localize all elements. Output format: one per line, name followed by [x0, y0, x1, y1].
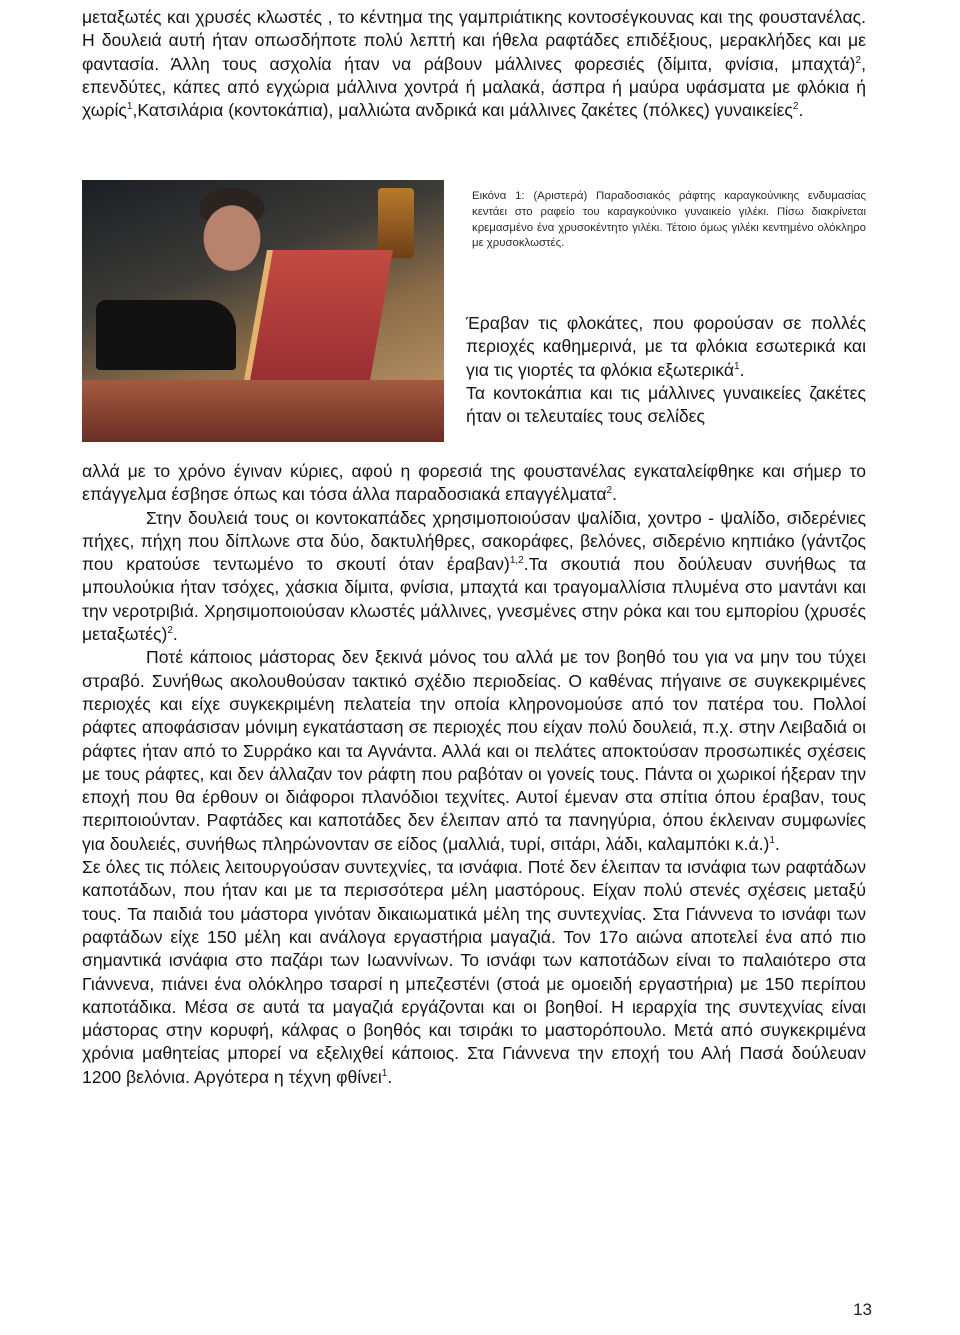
- body-text-p5: Σε όλες τις πόλεις λειτουργούσαν συντεχνίες, τα ισνάφια. Ποτέ δεν έλειπαν τα ισνάφια των ραφτάδων καποτάδων, που ήταν και με τα περισσότερα μέλη μαστόρους. Είχαν πολύ στενές σχέσεις μεταξύ τους. Τα παιδιά του μάστορα γινόταν δικαιωματικά μέλη της συντεχνίας. Στα Γιάννενα το ισνάφι των ραφτάδων είχε 150 μέλη και ανάλογα εργαστήρια μαγαζιά. Τον 17ο αιώνα αποτελεί ένα από πιο σημαντικά ισνάφια στο παζάρι των Ιωαννίνων. Το ισνάφι των καποτάδων είναι το παλαιότερο στα Γιάννενα, πιάνει ένα ολόκληρο τσαρσί η μπεζεστένι (στοά με ομοειδή εργαστήρια) με 150 περίπου καποτάδικα. Μέσα σε αυτά τα μαγαζιά εργάζονται και οι βοηθοί. Η ιεραρχία της συντεχνίας είναι μάστορας στην κορυφή, κάλφας ο βοηθός και τσιράκι το μαστορόπουλο. Μετά από συγκεκριμένα χρόνια μαθητείας μπορεί να εξελιχθεί κάποιος. Στα Γιάννενα την εποχή του Αλή Πασά δούλευαν 1200 βελόνια. Αργότερα η τέχνη φθίνει: [82, 857, 866, 1087]
- footnote-ref: 1: [734, 360, 740, 372]
- body-text-p3-end: .: [172, 624, 178, 645]
- footnote-ref: 1,2: [509, 555, 524, 567]
- figure-caption: Εικόνα 1: (Αριστερά) Παραδοσιακός ράφτης καραγκούνικης ενδυμασίας κεντάει στο ραφείο του καραγκούνικο γυναικείο γιλέκι. Πίσω διακρίνεται κρεμασμένο ένα χρυσοκέντητο γιλέκι. Τέτοιο όμως γιλέκι κεντημένο ολόκληρο με χρυσοκλωστές.: [472, 190, 866, 250]
- footnote-ref: 2: [606, 485, 613, 497]
- body-text-p4: Ποτέ κάποιος μάστορας δεν ξεκινά μόνος του αλλά με τον βοηθό του για να μην του τύχει στραβό. Συνήθως ακολουθούσαν τακτικό σχέδιο περιοδείας. Ο καθένας πήγαινε σε συγκεκριμένες περιοχές και είχε συγκεκριμένη πελατεία την οποία κληρονομούσε από τον πατέρα του. Πολλοί ράφτες αποφάσισαν μόνιμη εγκατάσταση σε περιοχές που είχαν πολύ δουλειά, π.χ. στην Λειβαδιά οι ράφτες ήταν από το Συρράκο και τα Αγνάντα. Αλλά και οι πελάτες αποκτούσαν προσωπικές σχέσεις με τους ράφτες, και δεν άλλαζαν τον ράφτη που ραβόταν οι γονείς τους. Πάντα οι χωρικοί ήξεραν την εποχή που θα έρθουν οι διάφοροι πλανόδιοι τεχνίτες. Αυτοί έμεναν στα σπίτια όπου έραβαν, τους περιποιούνταν. Ραφτάδες και καποτάδες δεν έλειπαν από τα πανηγύρια, όπου έκλειναν συμφωνίες για δουλειές, συνήθως πληρώνονταν σε είδος (μαλλιά, τυρί, σιτάρι, λάδι, καλαμπόκι κ.ά.): [82, 647, 866, 854]
- hanging-vest: [378, 188, 414, 258]
- intro-text-end: .: [798, 100, 804, 121]
- intro-text: μεταξωτές και χρυσές κλωστές , το κέντημα της γαμπριάτικης κοντοσέγκουνας και της φουστανέλας. Η δουλειά αυτή ήταν οπωσδήποτε πολύ λεπτή και ήθελα ραφτάδες επιδέξιους, μερακλήδες και με φαντασία. Άλλη τους ασχολία ήταν να ράβουν μάλλινες φορεσιές (δίμιτα, φνίσια, μπαχτά): [82, 7, 866, 74]
- side-paragraphs: [466, 312, 866, 428]
- footnote-ref: 2: [167, 625, 173, 637]
- intro-text-3: ,Κατσιλάρια (κοντοκάπια), μαλλιώτα ανδρικά και μάλλινες ζακέτες (πόλκες) γυναικείες: [132, 100, 793, 121]
- body-text: [82, 460, 866, 1089]
- intro-text-2: , επενδύτες, κάπες από εγχώρια μάλλινα χοντρά ή μαλακά, άσπρα ή μαύρα υφάσματα με φλόκια ή χωρίς: [82, 53, 866, 121]
- work-table: [82, 380, 444, 442]
- body-text-p3b: .Τα σκουτιά που δούλευαν συνήθως τα μπουλούκια ήταν τσόχες, χάσκια δίμιτα, φνίσια, μπαχτά και τραγομαλλίσια πλυμένα στο μαντάνι και την νεροτριβιά. Χρησιμοποιούσαν κλωστές μάλλινες, γνεσμένες στην ρόκα και του εμπορίου (χρυσές μεταξωτές): [82, 554, 866, 645]
- footnote-ref: 1: [126, 101, 133, 113]
- footnote-ref: 2: [792, 101, 799, 113]
- footnote-ref: 1: [381, 1067, 388, 1079]
- body-text-p3: Στην δουλειά τους οι κοντοκαπάδες χρησιμοποιούσαν ψαλίδια, χοντρο - ψαλίδο, σιδερένιες πήχες, πήχη που δίπλωνε στα δύο, δακτυλήθρες, σακοράφες, βελόνες, σιδερένιο κηπιάκο (γάντζος που κρατούσε τεντωμένο το σκουτί όταν έραβαν): [82, 507, 866, 575]
- tailor-photo: [82, 180, 444, 442]
- side-text-2: Τα κοντοκάπια και τις μάλλινες γυναικείες ζακέτες ήταν οι τελευταίες τους σελίδες: [466, 382, 866, 427]
- intro-paragraph: [82, 6, 866, 122]
- sewing-machine: [96, 300, 236, 370]
- body-text-p2: αλλά με το χρόνο έγιναν κύριες, αφού η φορεσιά της φουστανέλας εγκαταλείφθηκε και σήμερ το επάγγελμα έσβησε όπως και τόσα άλλα παραδοσιακά επαγγέλματα: [82, 461, 866, 505]
- body-text-p5-end: .: [387, 1066, 393, 1087]
- side-text-1-end: .: [739, 359, 745, 380]
- side-text-1: Έραβαν τις φλοκάτες, που φορούσαν σε πολλές περιοχές καθημερινά, με τα φλόκια εσωτερικά και για τις γιορτές τα φλόκια εξωτερικά: [466, 313, 866, 380]
- footnote-ref: 1: [769, 834, 775, 846]
- body-text-p2-end: .: [612, 484, 617, 505]
- body-text-p4-end: .: [774, 833, 780, 854]
- page-number: 13: [853, 1300, 872, 1319]
- footnote-ref: 2: [855, 54, 862, 66]
